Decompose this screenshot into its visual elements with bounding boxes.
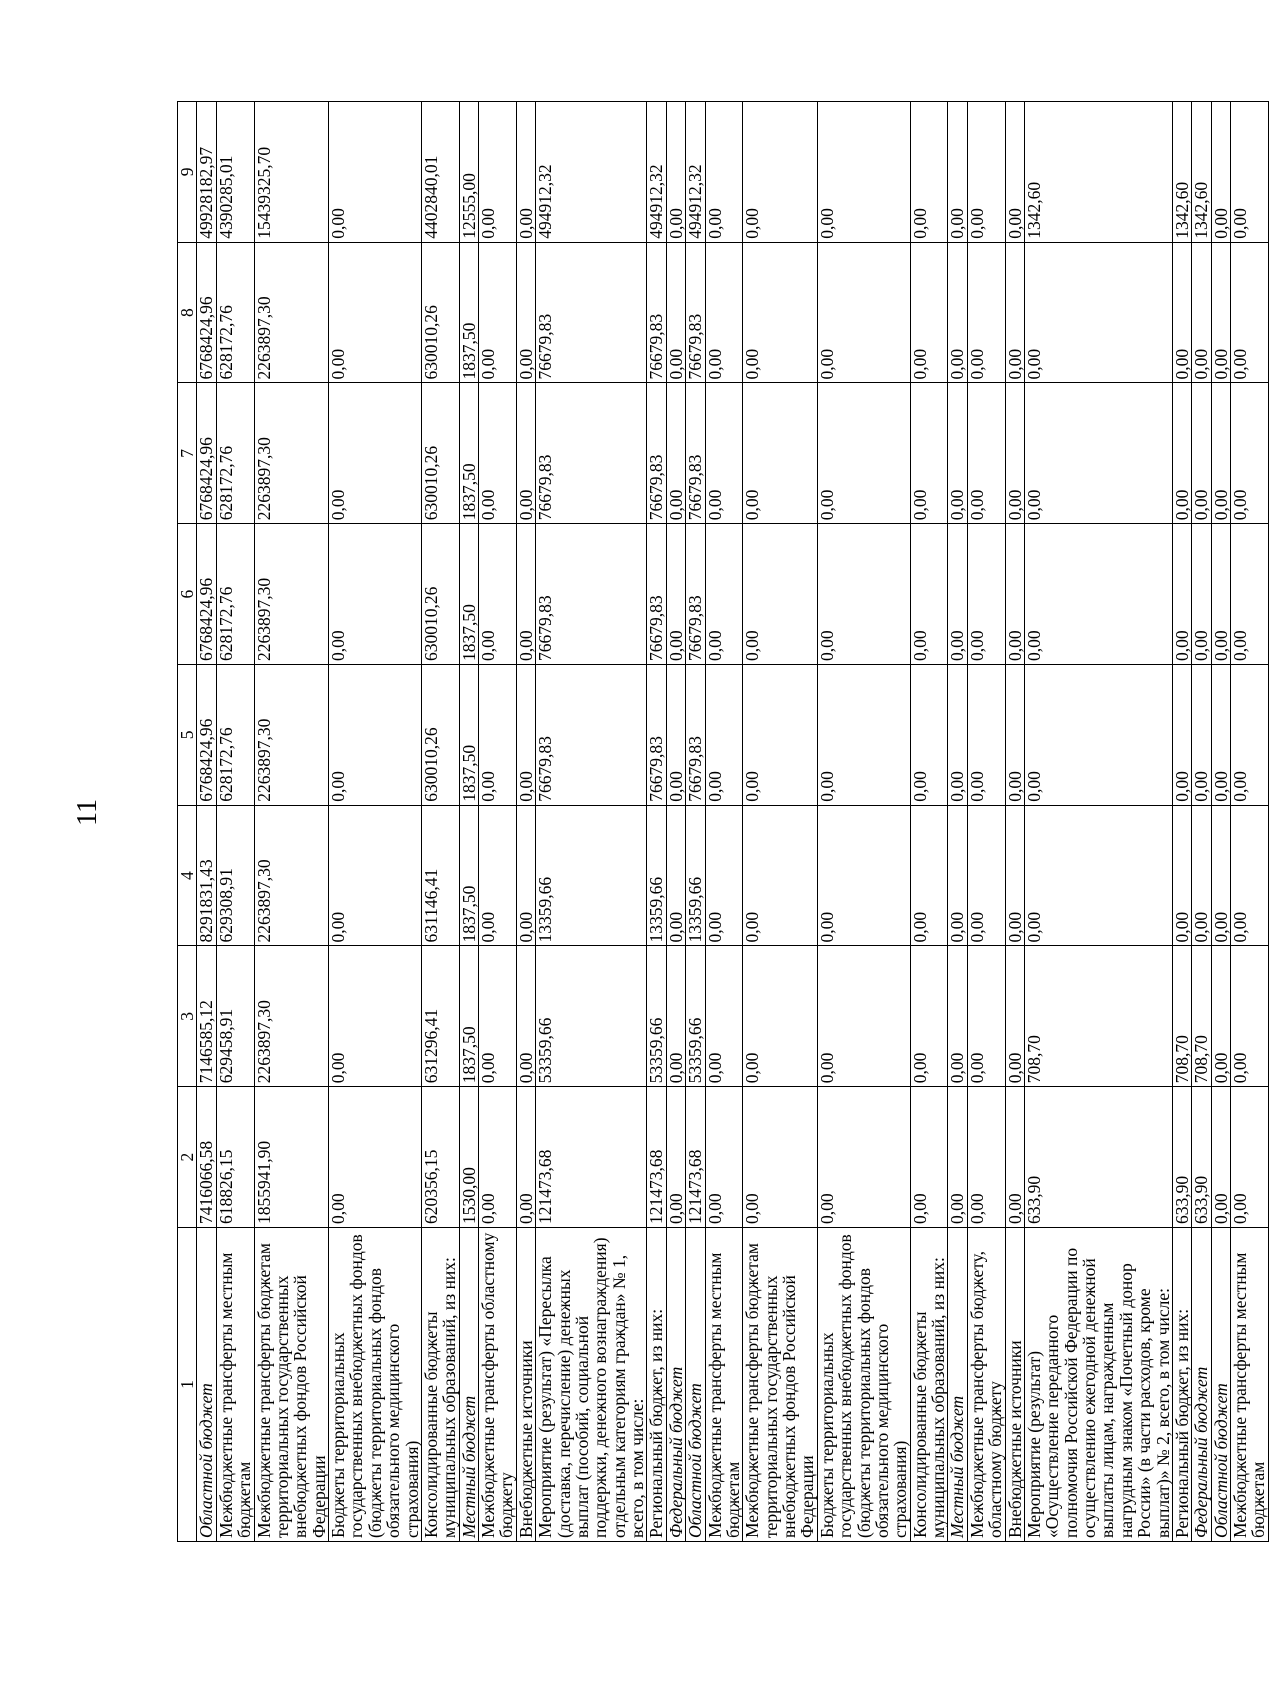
row-label: Межбюджетные трансферты местным бюджетам (705, 1228, 743, 1542)
value-cell: 4402840,01 (421, 102, 459, 243)
value-cell: 0,00 (1192, 383, 1211, 524)
value-cell: 0,00 (910, 665, 948, 806)
table-row (967, 102, 1005, 1542)
value-cell: 0,00 (1005, 524, 1024, 665)
value-cell: 0,00 (479, 665, 517, 806)
value-cell: 0,00 (1231, 102, 1269, 243)
value-cell: 708,70 (1024, 946, 1172, 1087)
value-cell: 15439325,70 (254, 102, 329, 243)
value-cell: 0,00 (479, 805, 517, 946)
value-cell: 0,00 (967, 524, 1005, 665)
value-cell: 76679,83 (647, 242, 666, 383)
value-cell: 0,00 (948, 383, 967, 524)
table-row (197, 102, 216, 1542)
value-cell: 76679,83 (686, 524, 705, 665)
value-cell: 0,00 (1005, 946, 1024, 1087)
value-cell: 0,00 (967, 242, 1005, 383)
value-cell: 0,00 (948, 946, 967, 1087)
table-row (216, 102, 254, 1542)
value-cell: 0,00 (1211, 102, 1230, 243)
value-cell: 618826,15 (216, 1087, 254, 1228)
value-cell: 620356,15 (421, 1087, 459, 1228)
value-cell: 0,00 (705, 665, 743, 806)
value-cell: 0,00 (666, 524, 685, 665)
value-cell: 628172,76 (216, 383, 254, 524)
row-label: Бюджеты территориальных государственных внебюджетных фондов (бюджеты территориальных фондов обязательного медицинского страхования) (329, 1228, 422, 1542)
value-cell: 0,00 (1231, 524, 1269, 665)
value-cell: 1837,50 (459, 805, 478, 946)
value-cell: 0,00 (910, 805, 948, 946)
value-cell: 0,00 (1024, 805, 1172, 946)
value-cell: 0,00 (1005, 665, 1024, 806)
value-cell: 0,00 (967, 805, 1005, 946)
value-cell: 2263897,30 (254, 242, 329, 383)
value-cell: 6768424,96 (197, 242, 216, 383)
value-cell: 494912,32 (686, 102, 705, 243)
value-cell: 630010,26 (421, 242, 459, 383)
value-cell: 76679,83 (686, 383, 705, 524)
table-row (536, 102, 647, 1542)
row-label: Местный бюджет (459, 1228, 478, 1542)
value-cell: 0,00 (705, 1087, 743, 1228)
value-cell: 121473,68 (686, 1087, 705, 1228)
value-cell: 0,00 (817, 665, 910, 806)
value-cell: 8291831,43 (197, 805, 216, 946)
value-cell: 0,00 (743, 242, 818, 383)
row-label: Местный бюджет (948, 1228, 967, 1542)
value-cell: 629458,91 (216, 946, 254, 1087)
value-cell: 0,00 (1172, 524, 1191, 665)
value-cell: 630010,26 (421, 665, 459, 806)
column-header: 9 (178, 102, 197, 243)
value-cell: 0,00 (910, 524, 948, 665)
row-label: Межбюджетные трансферты местным бюджетам (216, 1228, 254, 1542)
value-cell: 0,00 (479, 383, 517, 524)
table-row (254, 102, 329, 1542)
value-cell: 1855941,90 (254, 1087, 329, 1228)
value-cell: 631146,41 (421, 805, 459, 946)
value-cell: 0,00 (666, 1087, 685, 1228)
value-cell: 0,00 (329, 665, 422, 806)
value-cell: 1837,50 (459, 665, 478, 806)
row-label: Внебюджетные источники (1005, 1228, 1024, 1542)
value-cell: 0,00 (1172, 805, 1191, 946)
value-cell: 2263897,30 (254, 383, 329, 524)
value-cell: 633,90 (1172, 1087, 1191, 1228)
value-cell: 0,00 (1231, 946, 1269, 1087)
value-cell: 0,00 (743, 946, 818, 1087)
value-cell: 7416066,58 (197, 1087, 216, 1228)
table-row (817, 102, 910, 1542)
table-header-row (178, 102, 197, 1542)
value-cell: 0,00 (817, 946, 910, 1087)
value-cell: 708,70 (1172, 946, 1191, 1087)
value-cell: 76679,83 (536, 383, 647, 524)
value-cell: 0,00 (948, 805, 967, 946)
value-cell: 0,00 (666, 946, 685, 1087)
value-cell: 0,00 (743, 805, 818, 946)
value-cell: 0,00 (1005, 805, 1024, 946)
value-cell: 0,00 (910, 946, 948, 1087)
value-cell: 0,00 (666, 102, 685, 243)
value-cell: 53359,66 (647, 946, 666, 1087)
value-cell: 0,00 (1211, 946, 1230, 1087)
value-cell: 0,00 (817, 805, 910, 946)
value-cell: 1837,50 (459, 242, 478, 383)
column-header: 7 (178, 383, 197, 524)
value-cell: 0,00 (910, 242, 948, 383)
value-cell: 0,00 (1005, 383, 1024, 524)
table-row (1192, 102, 1211, 1542)
value-cell: 631296,41 (421, 946, 459, 1087)
value-cell: 0,00 (516, 102, 535, 243)
value-cell: 0,00 (329, 102, 422, 243)
value-cell: 0,00 (1024, 383, 1172, 524)
value-cell: 4390285,01 (216, 102, 254, 243)
value-cell: 0,00 (329, 383, 422, 524)
page-number: 11 (72, 799, 103, 826)
budget-table (177, 101, 1269, 1542)
value-cell: 0,00 (705, 805, 743, 946)
value-cell: 76679,83 (647, 524, 666, 665)
value-cell: 0,00 (1172, 383, 1191, 524)
table-body (197, 102, 1268, 1542)
value-cell: 13359,66 (686, 805, 705, 946)
value-cell: 0,00 (516, 524, 535, 665)
row-label: Межбюджетные трансферты бюджету, областному бюджету (967, 1228, 1005, 1542)
value-cell: 0,00 (705, 383, 743, 524)
value-cell: 629308,91 (216, 805, 254, 946)
row-label: Мероприятие (результат) «Пересылка (доставка, перечисление) денежных выплат (пособий, социальной поддержки, денежного вознаграждения) отдельным категориям граждан» № 1, всего, в том числе: (536, 1228, 647, 1542)
table-row (479, 102, 517, 1542)
value-cell: 0,00 (1005, 1087, 1024, 1228)
row-label: Мероприятие (результат) «Осуществление переданного полномочия Российской Федерации по осуществлению ежегодной денежной выплаты лицам, награжденным нагрудным знаком «Почетный донор России» (в части расходов, кроме выплат)» № 2, всего, в том числе: (1024, 1228, 1172, 1542)
column-header: 1 (178, 1228, 197, 1542)
value-cell: 633,90 (1192, 1087, 1211, 1228)
row-label: Консолидированные бюджеты муниципальных образований, из них: (421, 1228, 459, 1542)
row-label: Областной бюджет (197, 1228, 216, 1542)
value-cell: 0,00 (1024, 524, 1172, 665)
column-header: 4 (178, 805, 197, 946)
budget-table-container (177, 102, 1269, 1542)
value-cell: 1530,00 (459, 1087, 478, 1228)
table-row (686, 102, 705, 1542)
value-cell: 494912,32 (536, 102, 647, 243)
table-row (1024, 102, 1172, 1542)
value-cell: 76679,83 (536, 524, 647, 665)
value-cell: 0,00 (516, 946, 535, 1087)
value-cell: 0,00 (516, 1087, 535, 1228)
value-cell: 7146585,12 (197, 946, 216, 1087)
value-cell: 2263897,30 (254, 524, 329, 665)
value-cell: 628172,76 (216, 665, 254, 806)
value-cell: 0,00 (1211, 1087, 1230, 1228)
value-cell: 0,00 (1211, 383, 1230, 524)
value-cell: 633,90 (1024, 1087, 1172, 1228)
value-cell: 0,00 (967, 383, 1005, 524)
value-cell: 0,00 (967, 1087, 1005, 1228)
value-cell: 0,00 (1231, 665, 1269, 806)
row-label: Областной бюджет (1211, 1228, 1230, 1542)
value-cell: 0,00 (817, 102, 910, 243)
row-label: Федеральный бюджет (666, 1228, 685, 1542)
value-cell: 6768424,96 (197, 383, 216, 524)
value-cell: 0,00 (479, 524, 517, 665)
table-row (948, 102, 967, 1542)
value-cell: 0,00 (743, 102, 818, 243)
value-cell: 0,00 (479, 946, 517, 1087)
value-cell: 0,00 (329, 1087, 422, 1228)
value-cell: 0,00 (666, 383, 685, 524)
value-cell: 628172,76 (216, 242, 254, 383)
value-cell: 0,00 (817, 524, 910, 665)
value-cell: 6768424,96 (197, 524, 216, 665)
value-cell: 0,00 (329, 946, 422, 1087)
value-cell: 0,00 (743, 383, 818, 524)
value-cell: 0,00 (1005, 102, 1024, 243)
column-header: 5 (178, 665, 197, 806)
value-cell: 0,00 (1211, 524, 1230, 665)
value-cell: 494912,32 (647, 102, 666, 243)
value-cell: 13359,66 (647, 805, 666, 946)
value-cell: 0,00 (910, 102, 948, 243)
row-label: Межбюджетные трансферты бюджетам территориальных государственных внебюджетных фондов Российской Федерации (254, 1228, 329, 1542)
value-cell: 0,00 (743, 665, 818, 806)
value-cell: 1837,50 (459, 524, 478, 665)
value-cell: 0,00 (329, 524, 422, 665)
value-cell: 0,00 (516, 805, 535, 946)
value-cell: 0,00 (1231, 242, 1269, 383)
value-cell: 628172,76 (216, 524, 254, 665)
value-cell: 630010,26 (421, 383, 459, 524)
row-label: Межбюджетные трансферты местным бюджетам (1231, 1228, 1269, 1542)
value-cell: 0,00 (666, 805, 685, 946)
table-row (910, 102, 948, 1542)
value-cell: 0,00 (516, 665, 535, 806)
value-cell: 0,00 (1192, 524, 1211, 665)
value-cell: 0,00 (948, 242, 967, 383)
table-row (1172, 102, 1191, 1542)
value-cell: 0,00 (479, 1087, 517, 1228)
value-cell: 0,00 (329, 242, 422, 383)
column-header: 6 (178, 524, 197, 665)
value-cell: 0,00 (910, 1087, 948, 1228)
value-cell: 0,00 (1192, 242, 1211, 383)
table-row (459, 102, 478, 1542)
value-cell: 0,00 (967, 665, 1005, 806)
row-label: Межбюджетные трансферты областному бюджету (479, 1228, 517, 1542)
value-cell: 0,00 (705, 946, 743, 1087)
value-cell: 0,00 (948, 524, 967, 665)
value-cell: 76679,83 (686, 242, 705, 383)
value-cell: 76679,83 (536, 665, 647, 806)
table-row (705, 102, 743, 1542)
value-cell: 0,00 (705, 242, 743, 383)
value-cell: 0,00 (329, 805, 422, 946)
value-cell: 1342,60 (1192, 102, 1211, 243)
row-label: Бюджеты территориальных государственных внебюджетных фондов (бюджеты территориальных фондов обязательного медицинского страхования) (817, 1228, 910, 1542)
value-cell: 0,00 (1231, 805, 1269, 946)
value-cell: 0,00 (1024, 242, 1172, 383)
table-row (743, 102, 818, 1542)
value-cell: 0,00 (817, 1087, 910, 1228)
value-cell: 0,00 (516, 383, 535, 524)
value-cell: 0,00 (817, 383, 910, 524)
value-cell: 1837,50 (459, 946, 478, 1087)
value-cell: 0,00 (1192, 805, 1211, 946)
value-cell: 0,00 (1231, 383, 1269, 524)
row-label: Консолидированные бюджеты муниципальных образований, из них: (910, 1228, 948, 1542)
value-cell: 2263897,30 (254, 946, 329, 1087)
value-cell: 630010,26 (421, 524, 459, 665)
value-cell: 0,00 (705, 524, 743, 665)
value-cell: 0,00 (910, 383, 948, 524)
row-label: Федеральный бюджет (1192, 1228, 1211, 1542)
value-cell: 76679,83 (647, 383, 666, 524)
value-cell: 76679,83 (647, 665, 666, 806)
value-cell: 53359,66 (686, 946, 705, 1087)
row-label: Областной бюджет (686, 1228, 705, 1542)
table-row (329, 102, 422, 1542)
value-cell: 0,00 (1172, 242, 1191, 383)
value-cell: 0,00 (516, 242, 535, 383)
value-cell: 0,00 (1192, 665, 1211, 806)
table-row (666, 102, 685, 1542)
value-cell: 0,00 (967, 946, 1005, 1087)
value-cell: 1837,50 (459, 383, 478, 524)
row-label: Региональный бюджет, из них: (1172, 1228, 1191, 1542)
value-cell: 2263897,30 (254, 805, 329, 946)
value-cell: 0,00 (1211, 242, 1230, 383)
table-row (421, 102, 459, 1542)
value-cell: 0,00 (1211, 665, 1230, 806)
value-cell: 0,00 (967, 102, 1005, 243)
table-row (1231, 102, 1269, 1542)
row-label: Внебюджетные источники (516, 1228, 535, 1542)
value-cell: 0,00 (479, 242, 517, 383)
table-row (1211, 102, 1230, 1542)
value-cell: 76679,83 (536, 242, 647, 383)
value-cell: 0,00 (705, 102, 743, 243)
value-cell: 0,00 (666, 665, 685, 806)
value-cell: 0,00 (1024, 665, 1172, 806)
value-cell: 121473,68 (647, 1087, 666, 1228)
column-header: 2 (178, 1087, 197, 1228)
table-row (516, 102, 535, 1542)
value-cell: 0,00 (666, 242, 685, 383)
column-header: 8 (178, 242, 197, 383)
value-cell: 0,00 (1211, 805, 1230, 946)
value-cell: 6768424,96 (197, 665, 216, 806)
value-cell: 53359,66 (536, 946, 647, 1087)
value-cell: 0,00 (948, 102, 967, 243)
value-cell: 13359,66 (536, 805, 647, 946)
value-cell: 1342,60 (1172, 102, 1191, 243)
value-cell: 0,00 (743, 1087, 818, 1228)
table-row (1005, 102, 1024, 1542)
value-cell: 0,00 (1172, 665, 1191, 806)
value-cell: 12555,00 (459, 102, 478, 243)
row-label: Региональный бюджет, из них: (647, 1228, 666, 1542)
value-cell: 708,70 (1192, 946, 1211, 1087)
value-cell: 0,00 (479, 102, 517, 243)
value-cell: 0,00 (817, 242, 910, 383)
value-cell: 0,00 (1231, 1087, 1269, 1228)
column-header: 3 (178, 946, 197, 1087)
value-cell: 121473,68 (536, 1087, 647, 1228)
row-label: Межбюджетные трансферты бюджетам территориальных государственных внебюджетных фондов Российской Федерации (743, 1228, 818, 1542)
table-row (647, 102, 666, 1542)
value-cell: 1342,60 (1024, 102, 1172, 243)
value-cell: 76679,83 (686, 665, 705, 806)
value-cell: 2263897,30 (254, 665, 329, 806)
value-cell: 0,00 (743, 524, 818, 665)
value-cell: 49928182,97 (197, 102, 216, 243)
value-cell: 0,00 (948, 1087, 967, 1228)
value-cell: 0,00 (948, 665, 967, 806)
value-cell: 0,00 (1005, 242, 1024, 383)
